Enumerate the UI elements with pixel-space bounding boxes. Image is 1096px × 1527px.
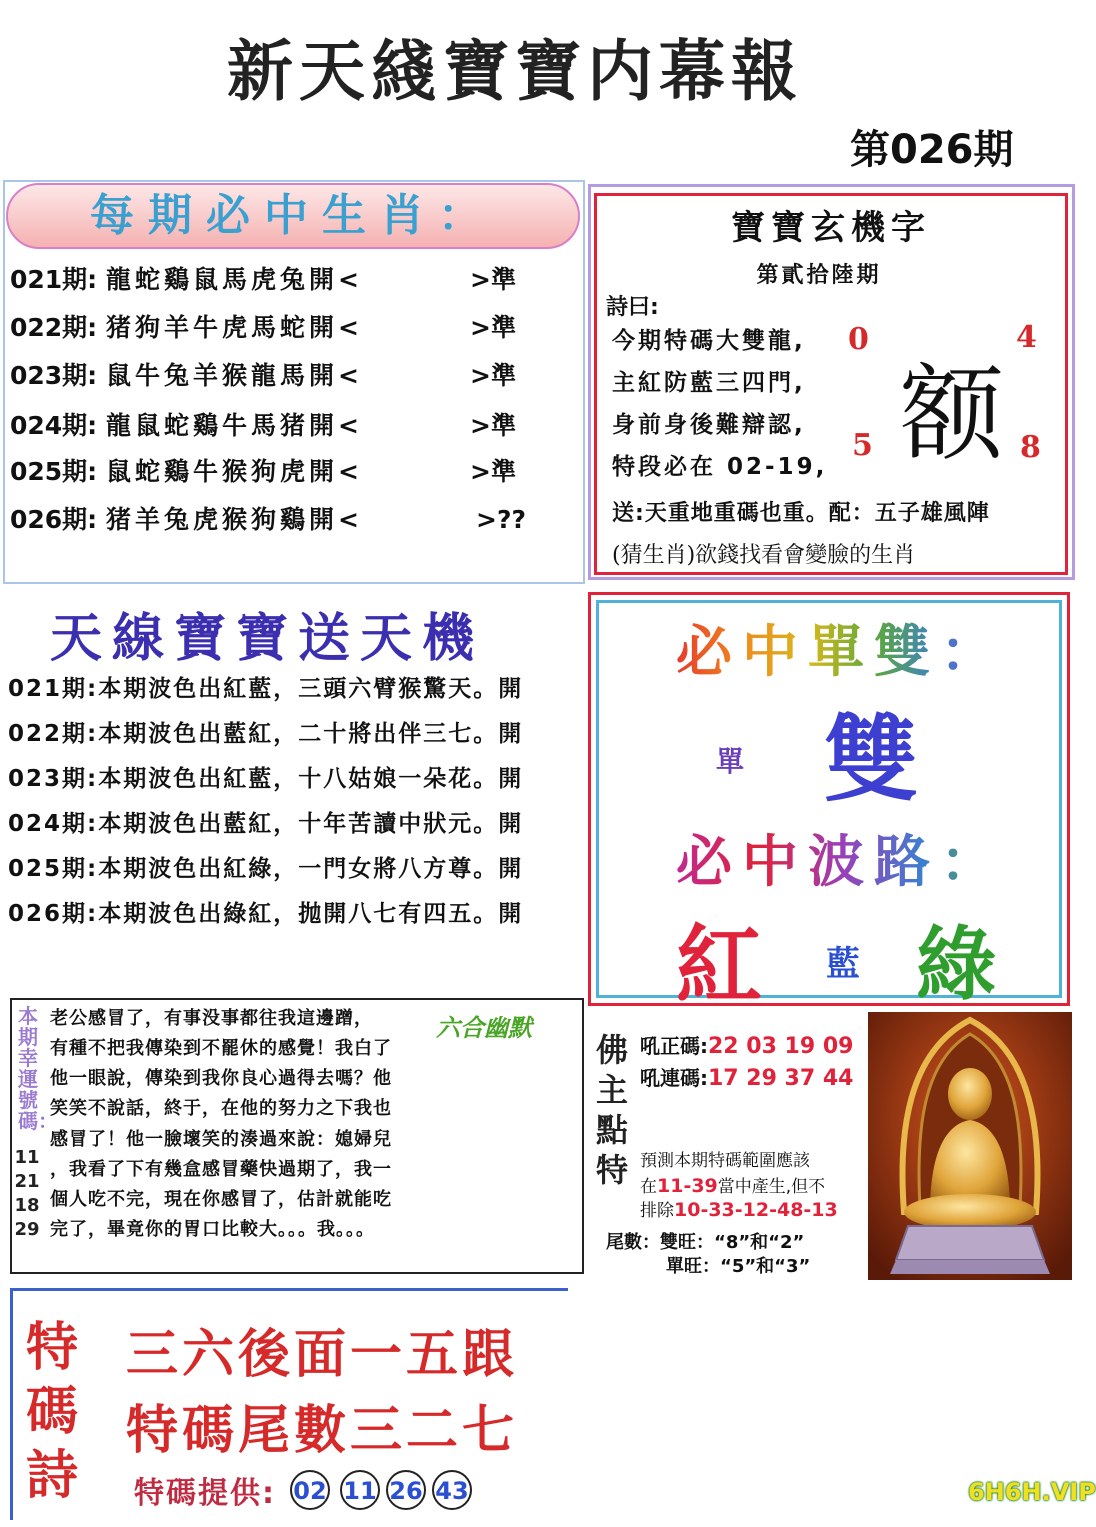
prediction-line	[640, 1172, 825, 1197]
lucky-numbers: 11 21 18 29	[14, 1147, 40, 1240]
prediction-line: 預測本期特碼範圍應該	[640, 1151, 810, 1171]
machine-title: 寶寶玄機字	[731, 208, 931, 248]
joke-line: 完了，畢竟你的胃口比較大。。。我。。。	[50, 1219, 375, 1240]
zodiac-result: >準	[470, 265, 516, 294]
lucky-numbers-label: 本期幸運號碼：	[18, 1004, 58, 1133]
heaven-row: 021期:本期波色出紅藍，三頭六臂猴驚天。開	[8, 676, 524, 702]
single-label: 單	[716, 745, 745, 778]
special-number: 43	[432, 1470, 472, 1510]
zheng-code-label: 吼正碼:	[640, 1034, 708, 1058]
prediction-excluded: 10-33-12-48-13	[674, 1199, 838, 1221]
zodiac-animals: 龍蛇鷄鼠馬虎兔開<	[106, 265, 363, 294]
site-watermark: 6H6H.VIP	[968, 1478, 1096, 1506]
poem-line: 特段必在 02-19,	[612, 454, 828, 480]
joke-line: 感冒了！他一臉壞笑的湊過來說：媳婦兒	[50, 1129, 392, 1150]
wave-blue: 藍	[826, 944, 860, 984]
zheng-code-numbers: 22 03 19 09	[708, 1034, 854, 1059]
special-provide-label: 特碼提供:	[134, 1476, 276, 1511]
wave-title: 必中波路：	[676, 818, 1006, 898]
zodiac-result: >準	[470, 361, 516, 390]
joke-line: 笑笑不說話，終于，在他的努力之下我也	[50, 1098, 392, 1119]
buddha-image	[868, 1012, 1072, 1280]
machine-big-character: 额	[900, 353, 1005, 475]
main-title: 新天綫寶寶内幕報	[227, 32, 803, 110]
tail-line: 尾數：雙旺：“8”和“2”	[606, 1232, 805, 1253]
zodiac-animals: 猪狗羊牛虎馬蛇開<	[106, 313, 363, 342]
machine-hint-line: (猜生肖)欲錢找看會變臉的生肖	[612, 543, 916, 568]
special-poem-line: 特碼尾數三二七	[126, 1400, 519, 1461]
machine-digit: 5	[852, 428, 873, 463]
zodiac-animals: 鼠牛兔羊猴龍馬開<	[106, 361, 363, 390]
zodiac-animals: 猪羊兔虎猴狗鷄開<	[106, 505, 363, 534]
heaven-row: 024期:本期波色出藍紅，十年苦讀中狀元。開	[8, 811, 524, 837]
zodiac-row	[10, 452, 570, 492]
poem-line: 今期特碼大雙龍,	[612, 328, 806, 354]
lian-code-line	[640, 1062, 853, 1091]
zodiac-row	[10, 406, 570, 446]
special-poem-line: 三六後面一五跟	[126, 1324, 519, 1385]
joke-line: 老公感冒了，有事没事都往我這邊蹭，	[50, 1008, 373, 1029]
single-double-title: 必中單雙：	[676, 608, 1006, 688]
poem-line: 主紅防藍三四門,	[612, 370, 806, 396]
machine-digit: 8	[1020, 430, 1041, 465]
poem-line: 身前身後難辯認,	[612, 412, 806, 438]
zodiac-row	[10, 500, 570, 540]
zodiac-row	[10, 308, 570, 348]
zodiac-period: 025期:	[10, 457, 98, 486]
machine-subtitle: 第貳拾陸期	[756, 263, 882, 288]
prediction-line	[640, 1196, 838, 1221]
machine-digit: 0	[848, 322, 869, 357]
issue-number: 第026期	[850, 127, 1014, 173]
joke-line: 個人吃不完，現在你感冒了，估計就能吃	[50, 1189, 392, 1210]
zodiac-period: 022期:	[10, 313, 98, 342]
prediction-text: 在	[640, 1177, 657, 1197]
joke-line: 有種不把我傳染到不罷休的感覺！我白了	[50, 1038, 392, 1059]
zodiac-result: >準	[470, 313, 516, 342]
heaven-row: 025期:本期波色出紅綠，一門女將八方尊。開	[8, 856, 524, 882]
double-label: 雙	[824, 705, 919, 815]
lian-code-numbers: 17 29 37 44	[708, 1066, 854, 1091]
special-poem-label: 特碼詩	[26, 1317, 79, 1506]
zodiac-result: >準	[470, 411, 516, 440]
humor-tag: 六合幽默	[436, 1014, 532, 1042]
prediction-text: 當中產生,但不	[717, 1177, 826, 1197]
wave-green: 綠	[916, 917, 996, 1011]
zodiac-period: 023期:	[10, 361, 98, 390]
zheng-code-line	[640, 1030, 853, 1059]
zodiac-result: >??	[476, 505, 526, 534]
joke-line: ，我看了下有幾盒感冒藥快過期了，我一	[50, 1159, 392, 1180]
prediction-range: 11-39	[657, 1175, 718, 1197]
machine-send-line: 送:天重地重碼也重。配：五子雄風陣	[612, 501, 990, 526]
special-number: 02	[290, 1470, 330, 1510]
poem-label: 詩曰:	[606, 295, 659, 320]
zodiac-animals: 鼠蛇鷄牛猴狗虎開<	[106, 457, 363, 486]
heaven-row: 026期:本期波色出綠紅，抛開八七有四五。開	[8, 901, 524, 927]
zodiac-period: 021期:	[10, 265, 98, 294]
special-number: 11	[340, 1470, 380, 1510]
zodiac-animals: 龍鼠蛇鷄牛馬猪開<	[106, 411, 363, 440]
lian-code-label: 吼連碼:	[640, 1066, 708, 1090]
zodiac-row	[10, 260, 570, 300]
zodiac-period: 024期:	[10, 411, 98, 440]
prediction-text: 排除	[640, 1201, 674, 1221]
heaven-row: 022期:本期波色出藍紅，二十將出伴三七。開	[8, 721, 524, 747]
zodiac-result: >準	[470, 457, 516, 486]
tail-line: 單旺：“5”和“3”	[666, 1256, 811, 1277]
special-number: 26	[386, 1470, 426, 1510]
joke-line: 他一眼說，傳染到我你良心過得去嗎？他	[50, 1068, 392, 1089]
machine-digit: 4	[1016, 320, 1037, 355]
heaven-title: 天線寶寶送天機	[50, 608, 485, 669]
heaven-row: 023期:本期波色出紅藍，十八姑娘一朵花。開	[8, 766, 524, 792]
zodiac-period: 026期:	[10, 505, 98, 534]
zodiac-row	[10, 356, 570, 396]
wave-red: 紅	[676, 915, 762, 1016]
zodiac-panel-title: 每期必中生肖：	[6, 183, 580, 249]
buddha-label: 佛主點特	[596, 1031, 629, 1189]
